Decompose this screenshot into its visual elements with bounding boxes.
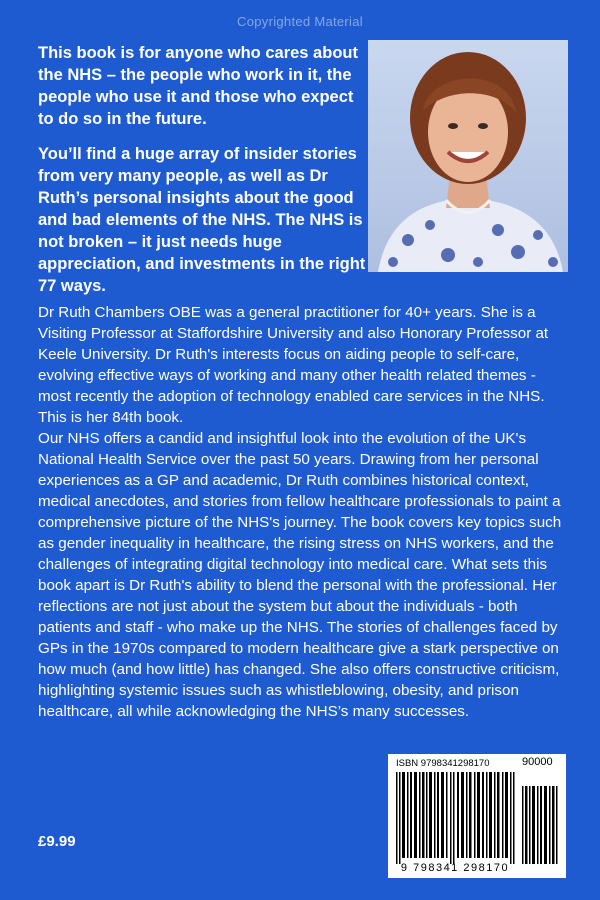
ean-barcode	[396, 772, 516, 864]
author-bio	[38, 302, 570, 441]
addon-barcode	[522, 772, 560, 864]
addon-number: 90000	[522, 756, 553, 768]
description-paragraph: Our NHS offers a candid and insightful look into the evolution of the UK's National Health Service over the past 50 years. Drawing from her personal experiences as a GP and academic, Dr Ruth combines historical context, medical anecdotes, and stories from fellow healthcare professionals to paint a comprehensive picture of the NHS's journey. The book covers key topics such as gender inequality in healthcare, the rising stress on NHS workers, and the challenges of integrating digital technology into medical care. What sets this book apart is Dr Ruth's ability to blend the personal with the professional. Her reflections are not just about the system but about the individuals - both patients and staff - who make up the NHS. The stories of challenges faced by GPs in the 1970s compared to modern healthcare give a stark perspective on how much (and how little) has changed. She also offers constructive criticism, highlighting systemic issues such as whistleblowing, obesity, and prison healthcare, all while acknowledging the NHS’s many successes.	[38, 430, 562, 720]
intro-paragraph-1: This book is for anyone who cares about the NHS – the people who work in it, the people who use it and those who expect to do so in the future.	[38, 44, 358, 128]
barcode-box	[388, 754, 566, 878]
intro-block	[38, 42, 368, 310]
book-description	[38, 428, 570, 722]
intro-paragraph-2: You’ll find a huge array of insider stories from very many people, as well as Dr Ruth’s personal insights about the good and bad elements of the NHS. The NHS is not broken – it just needs huge appreciation, and investments in the right 77 ways.	[38, 145, 366, 295]
watermark-text: Copyrighted Material	[237, 14, 363, 29]
price-label: £9.99	[38, 833, 76, 850]
author-photo	[368, 40, 568, 272]
bio-paragraph: Dr Ruth Chambers OBE was a general practitioner for 40+ years. She is a Visiting Professor at Staffordshire University and also Honorary Professor at Keele University. Dr Ruth's interests focus on aiding people to self-care, evolving effective ways of working and many other health related themes - most recently the adoption of technology enabled care services in the NHS. This is her 84th book.	[38, 304, 549, 426]
ean-number: 9 798341 298170	[400, 862, 510, 874]
isbn-label: ISBN 9798341298170	[396, 758, 490, 769]
